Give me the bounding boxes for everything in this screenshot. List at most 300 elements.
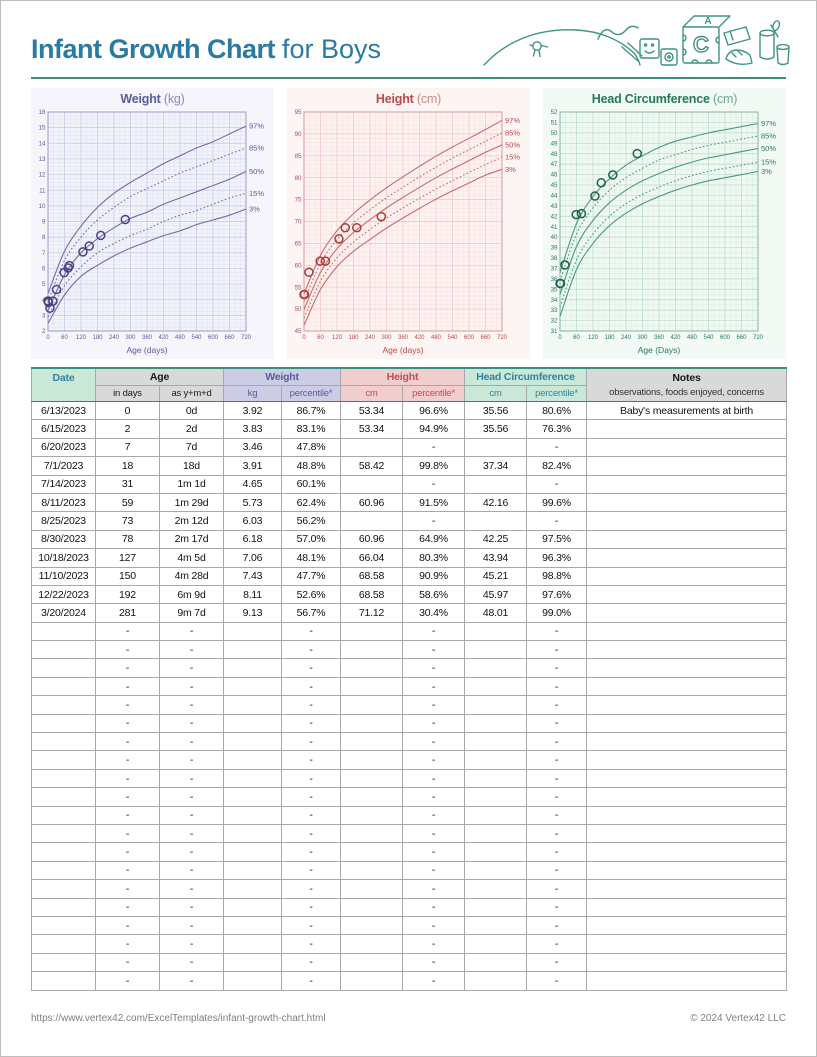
cell-date [32, 622, 96, 640]
empty-table-row [32, 696, 787, 714]
col-header-head-percentile: percentile* [527, 386, 587, 402]
cell-hcp: - [527, 769, 587, 787]
template-url-link[interactable]: https://www.vertex42.com/ExcelTemplates/infant-growth-chart.html [31, 1012, 326, 1024]
svg-text:50: 50 [294, 306, 302, 314]
cell-cm [341, 438, 403, 456]
svg-text:39: 39 [550, 244, 558, 252]
head-circumference-chart-title: Head Circumference (cm) [591, 92, 738, 106]
svg-text:300: 300 [381, 335, 392, 341]
table-row [32, 402, 787, 420]
cell-hc [465, 677, 527, 695]
cell-date [32, 751, 96, 769]
cell-hcp: 76.3% [527, 420, 587, 438]
cell-days: - [96, 696, 160, 714]
cell-hc [465, 843, 527, 861]
col-header-age-days: in days [96, 386, 160, 402]
svg-text:97%: 97% [505, 115, 521, 125]
cell-days: - [96, 843, 160, 861]
cell-hc [465, 824, 527, 842]
svg-text:7: 7 [42, 249, 46, 257]
cell-hcp: 80.6% [527, 402, 587, 420]
svg-text:85%: 85% [505, 128, 521, 138]
svg-text:12: 12 [38, 171, 46, 179]
col-header-height: Height [341, 368, 465, 386]
cell-date [32, 641, 96, 659]
cell-kg [224, 677, 282, 695]
svg-text:0: 0 [558, 335, 562, 341]
cell-cmp: - [403, 659, 465, 677]
cell-cm [341, 916, 403, 934]
cell-cmp: - [403, 475, 465, 493]
cell-hcp: 98.8% [527, 567, 587, 585]
cell-hcp: 99.0% [527, 604, 587, 622]
cell-kg [224, 659, 282, 677]
cell-cm: 66.04 [341, 549, 403, 567]
svg-text:4: 4 [42, 296, 46, 304]
cell-kgp: 52.6% [282, 585, 341, 603]
empty-table-row [32, 972, 787, 990]
col-header-head-cm: cm [465, 386, 527, 402]
empty-table-row [32, 843, 787, 861]
cell-cm: 53.34 [341, 420, 403, 438]
cell-date: 7/1/2023 [32, 457, 96, 475]
col-header-weight-kg: kg [224, 386, 282, 402]
cell-note [587, 898, 787, 916]
svg-text:46: 46 [550, 171, 558, 179]
cell-days: 192 [96, 585, 160, 603]
cell-kgp: - [282, 696, 341, 714]
svg-text:3%: 3% [761, 166, 772, 176]
cell-cmp: - [403, 696, 465, 714]
cell-days: - [96, 972, 160, 990]
table-header [32, 368, 787, 402]
svg-text:Age (Days): Age (Days) [637, 345, 681, 355]
svg-text:51: 51 [550, 119, 558, 127]
empty-table-row [32, 898, 787, 916]
notes-label: Notes [672, 372, 701, 384]
svg-text:44: 44 [550, 192, 558, 200]
cell-hcp: - [527, 733, 587, 751]
cell-cm [341, 696, 403, 714]
cell-ymd: - [160, 714, 224, 732]
cell-kg [224, 824, 282, 842]
empty-table-row [32, 622, 787, 640]
svg-text:540: 540 [447, 335, 458, 341]
weight-chart-panel [31, 88, 274, 359]
cell-cmp: - [403, 824, 465, 842]
cell-ymd: - [160, 843, 224, 861]
cell-note [587, 935, 787, 953]
svg-text:120: 120 [75, 335, 87, 341]
cell-date [32, 916, 96, 934]
empty-table-row [32, 733, 787, 751]
svg-text:Age (days): Age (days) [126, 345, 168, 355]
cell-kgp: - [282, 622, 341, 640]
cell-ymd: - [160, 916, 224, 934]
height-chart-panel [287, 88, 530, 359]
cell-cmp: - [403, 806, 465, 824]
cell-note [587, 659, 787, 677]
table-row [32, 530, 787, 548]
col-header-notes [587, 368, 787, 402]
svg-text:240: 240 [364, 335, 376, 341]
cell-kgp: - [282, 843, 341, 861]
cell-hc [465, 751, 527, 769]
cell-kg: 5.73 [224, 493, 282, 511]
page-title-main: Infant Growth Chart [31, 34, 275, 64]
col-header-height-cm: cm [341, 386, 403, 402]
cell-days: - [96, 824, 160, 842]
cell-date [32, 824, 96, 842]
cell-days: 2 [96, 420, 160, 438]
cell-kg: 3.92 [224, 402, 282, 420]
svg-text:180: 180 [604, 335, 615, 341]
cell-hcp: - [527, 898, 587, 916]
svg-text:480: 480 [686, 335, 698, 341]
cell-kg [224, 972, 282, 990]
cell-ymd: - [160, 972, 224, 990]
svg-text:3%: 3% [505, 164, 516, 174]
svg-text:33: 33 [550, 307, 558, 315]
cell-date: 11/10/2023 [32, 567, 96, 585]
cell-cmp: - [403, 622, 465, 640]
cell-kg [224, 641, 282, 659]
svg-text:97%: 97% [761, 118, 777, 128]
cell-hc: 35.56 [465, 402, 527, 420]
svg-text:14: 14 [38, 140, 46, 148]
cell-hc: 45.21 [465, 567, 527, 585]
svg-text:90: 90 [294, 131, 302, 138]
cell-date [32, 806, 96, 824]
table-row [32, 549, 787, 567]
cell-kg: 4.65 [224, 475, 282, 493]
svg-text:3: 3 [42, 312, 46, 320]
empty-table-row [32, 880, 787, 898]
block-letter-a: A [704, 16, 712, 27]
svg-text:35: 35 [550, 286, 558, 294]
cell-days: 59 [96, 493, 160, 511]
cell-ymd: 4m 5d [160, 549, 224, 567]
cell-kgp: 57.0% [282, 530, 341, 548]
cell-hcp: - [527, 935, 587, 953]
cell-days: - [96, 806, 160, 824]
cell-kgp: - [282, 677, 341, 695]
empty-table-row [32, 916, 787, 934]
cell-cm [341, 824, 403, 842]
svg-text:55: 55 [294, 284, 302, 292]
cell-hc: 42.16 [465, 493, 527, 511]
cell-cmp: - [403, 788, 465, 806]
table-row [32, 493, 787, 511]
cell-kgp: 83.1% [282, 420, 341, 438]
cell-note [587, 769, 787, 787]
svg-text:40: 40 [550, 234, 558, 242]
svg-text:50: 50 [550, 129, 558, 137]
empty-table-row [32, 641, 787, 659]
cell-kgp: 48.1% [282, 549, 341, 567]
cell-kg: 3.46 [224, 438, 282, 456]
cell-hc: 48.01 [465, 604, 527, 622]
svg-text:42: 42 [550, 213, 558, 221]
cell-hc [465, 659, 527, 677]
cell-date [32, 677, 96, 695]
cell-kgp: - [282, 751, 341, 769]
svg-text:45: 45 [550, 182, 558, 190]
cell-hc [465, 641, 527, 659]
measurements-body [32, 402, 787, 991]
svg-text:0: 0 [302, 335, 306, 341]
cell-cm: 58.42 [341, 457, 403, 475]
cell-hcp: - [527, 880, 587, 898]
cell-cm [341, 935, 403, 953]
cell-date: 10/18/2023 [32, 549, 96, 567]
cell-date: 6/13/2023 [32, 402, 96, 420]
svg-text:60: 60 [294, 262, 302, 270]
svg-text:3%: 3% [249, 204, 260, 214]
cell-date: 8/30/2023 [32, 530, 96, 548]
cell-hcp: - [527, 751, 587, 769]
cell-date [32, 935, 96, 953]
cell-kg: 6.03 [224, 512, 282, 530]
cell-note [587, 788, 787, 806]
cell-hcp: - [527, 861, 587, 879]
page-header [31, 1, 786, 79]
page-title-sub: for Boys [282, 34, 382, 64]
svg-text:60: 60 [317, 335, 324, 341]
header-divider [31, 77, 786, 79]
svg-text:16: 16 [38, 109, 46, 117]
svg-text:65: 65 [294, 240, 302, 248]
cell-note [587, 604, 787, 622]
cell-cm [341, 843, 403, 861]
empty-table-row [32, 861, 787, 879]
cell-kgp: - [282, 916, 341, 934]
cell-cmp: - [403, 898, 465, 916]
svg-text:15: 15 [38, 124, 46, 132]
cell-days: - [96, 733, 160, 751]
cell-kg [224, 622, 282, 640]
svg-text:480: 480 [174, 335, 186, 341]
measurements-table [31, 367, 787, 991]
svg-text:360: 360 [141, 335, 153, 341]
svg-text:97%: 97% [249, 121, 265, 131]
table-row [32, 420, 787, 438]
cell-hcp: - [527, 677, 587, 695]
cell-hcp: - [527, 475, 587, 493]
cell-kgp: 47.8% [282, 438, 341, 456]
svg-text:720: 720 [496, 335, 508, 341]
svg-text:10: 10 [38, 202, 46, 210]
empty-table-row [32, 677, 787, 695]
cell-ymd: - [160, 935, 224, 953]
svg-text:2: 2 [42, 328, 46, 336]
table-row [32, 585, 787, 603]
svg-text:300: 300 [637, 335, 648, 341]
svg-text:600: 600 [207, 335, 219, 341]
cell-cm [341, 751, 403, 769]
cell-cmp: - [403, 843, 465, 861]
cell-cm [341, 806, 403, 824]
cell-kgp: 60.1% [282, 475, 341, 493]
cell-note [587, 824, 787, 842]
cell-note [587, 953, 787, 971]
svg-text:50%: 50% [249, 166, 265, 176]
svg-text:15%: 15% [249, 188, 265, 198]
cell-hc [465, 512, 527, 530]
table-row [32, 475, 787, 493]
cell-cmp: - [403, 972, 465, 990]
svg-text:34: 34 [550, 296, 558, 304]
cell-date [32, 788, 96, 806]
cell-date: 7/14/2023 [32, 475, 96, 493]
cell-hc [465, 696, 527, 714]
cell-days: 281 [96, 604, 160, 622]
cell-cm [341, 622, 403, 640]
cell-note [587, 457, 787, 475]
cell-cmp: - [403, 916, 465, 934]
page-footer [31, 1013, 786, 1024]
cell-kgp: 56.7% [282, 604, 341, 622]
cell-ymd: - [160, 953, 224, 971]
cell-hcp: - [527, 806, 587, 824]
cell-cm: 68.58 [341, 585, 403, 603]
cell-hc: 45.97 [465, 585, 527, 603]
cell-kgp: - [282, 880, 341, 898]
cell-date: 8/11/2023 [32, 493, 96, 511]
cell-kg [224, 843, 282, 861]
cell-hc [465, 861, 527, 879]
col-header-date: Date [32, 368, 96, 402]
cell-days: 31 [96, 475, 160, 493]
cell-hcp: - [527, 659, 587, 677]
svg-text:15%: 15% [505, 152, 521, 162]
cell-note [587, 585, 787, 603]
svg-text:9: 9 [42, 218, 46, 226]
svg-text:50%: 50% [761, 144, 777, 153]
cell-days: - [96, 788, 160, 806]
cell-ymd: - [160, 880, 224, 898]
cell-kgp: - [282, 824, 341, 842]
cell-kgp: - [282, 953, 341, 971]
height-chart-plot [287, 107, 530, 357]
empty-table-row [32, 788, 787, 806]
cell-days: - [96, 677, 160, 695]
svg-text:420: 420 [414, 335, 425, 341]
cell-kgp: - [282, 641, 341, 659]
cell-cmp: 80.3% [403, 549, 465, 567]
svg-text:240: 240 [108, 335, 120, 341]
svg-text:600: 600 [463, 335, 475, 341]
cell-date: 3/20/2024 [32, 604, 96, 622]
cell-date [32, 861, 96, 879]
cell-kg [224, 696, 282, 714]
cell-date [32, 714, 96, 732]
svg-text:47: 47 [550, 161, 558, 169]
cell-note [587, 806, 787, 824]
svg-text:540: 540 [703, 335, 714, 341]
cell-days: - [96, 861, 160, 879]
cell-kg [224, 861, 282, 879]
svg-text:38: 38 [550, 255, 558, 263]
cell-hcp: - [527, 824, 587, 842]
cell-days: - [96, 769, 160, 787]
cell-kg: 3.83 [224, 420, 282, 438]
empty-table-row [32, 769, 787, 787]
cell-kgp: 62.4% [282, 493, 341, 511]
cell-ymd: - [160, 788, 224, 806]
cell-cmp: - [403, 512, 465, 530]
cell-hc [465, 935, 527, 953]
cell-note [587, 438, 787, 456]
head-circumference-chart-plot [543, 107, 786, 357]
cell-ymd: 1m 1d [160, 475, 224, 493]
cell-ymd: 1m 29d [160, 493, 224, 511]
cell-days: - [96, 641, 160, 659]
cell-hcp: 99.6% [527, 493, 587, 511]
col-header-age: Age [96, 368, 224, 386]
cell-hc [465, 475, 527, 493]
svg-text:660: 660 [480, 335, 491, 341]
cell-hc [465, 769, 527, 787]
weight-chart-plot [31, 107, 274, 357]
cell-hc [465, 953, 527, 971]
col-header-weight-percentile: percentile* [282, 386, 341, 402]
cell-cm: 53.34 [341, 402, 403, 420]
cell-cm [341, 880, 403, 898]
cell-ymd: 2d [160, 420, 224, 438]
cell-hc [465, 733, 527, 751]
cell-cmp: 94.9% [403, 420, 465, 438]
cell-days: 73 [96, 512, 160, 530]
cell-days: - [96, 898, 160, 916]
cell-kgp: - [282, 788, 341, 806]
cell-note [587, 751, 787, 769]
svg-text:95: 95 [294, 109, 302, 117]
svg-text:120: 120 [331, 335, 343, 341]
cell-note [587, 420, 787, 438]
svg-text:420: 420 [670, 335, 681, 341]
cell-note [587, 512, 787, 530]
cell-note [587, 916, 787, 934]
cell-kg: 7.43 [224, 567, 282, 585]
svg-text:50%: 50% [505, 140, 521, 150]
svg-text:13: 13 [38, 156, 46, 164]
cell-kgp: - [282, 898, 341, 916]
cell-days: 0 [96, 402, 160, 420]
cell-cm [341, 788, 403, 806]
cell-hcp: 96.3% [527, 549, 587, 567]
cell-date [32, 843, 96, 861]
svg-text:300: 300 [125, 335, 136, 341]
cell-date: 6/20/2023 [32, 438, 96, 456]
cell-hc [465, 806, 527, 824]
cell-ymd: - [160, 824, 224, 842]
table-row [32, 512, 787, 530]
cell-ymd: 4m 28d [160, 567, 224, 585]
cell-hc: 35.56 [465, 420, 527, 438]
col-header-weight: Weight [224, 368, 341, 386]
svg-text:36: 36 [550, 275, 558, 283]
cell-note [587, 677, 787, 695]
cell-note [587, 567, 787, 585]
cell-cmp: 30.4% [403, 604, 465, 622]
cell-date [32, 880, 96, 898]
cell-ymd: - [160, 641, 224, 659]
cell-cm [341, 861, 403, 879]
cell-hcp: - [527, 512, 587, 530]
cell-hcp: - [527, 641, 587, 659]
cell-kg [224, 788, 282, 806]
